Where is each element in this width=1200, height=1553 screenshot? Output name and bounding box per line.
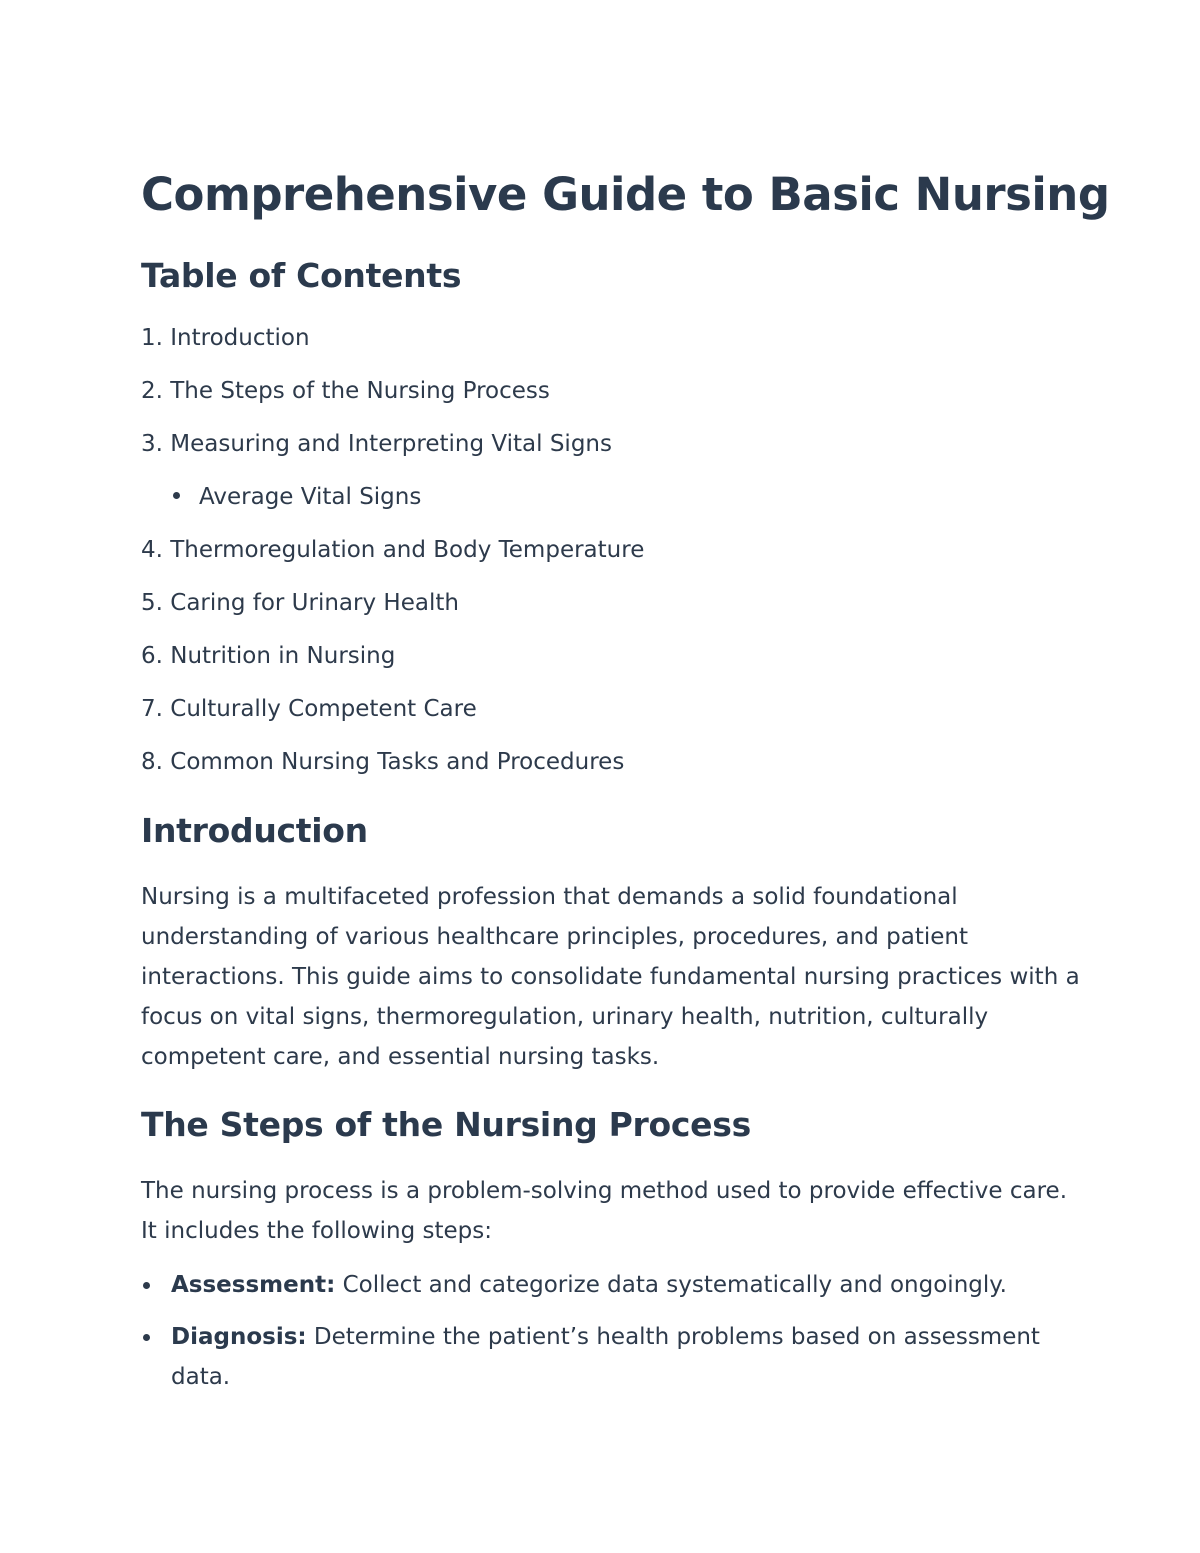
bullet-icon <box>143 1334 150 1341</box>
document-title: Comprehensive Guide to Basic Nursing <box>141 168 1110 221</box>
toc-item-label: 1. Introduction <box>141 325 310 351</box>
toc-item-label: 6. Nutrition in Nursing <box>141 643 396 669</box>
bullet-icon <box>143 1282 150 1289</box>
toc-item-label: 4. Thermoregulation and Body Temperature <box>141 537 645 563</box>
toc-item-urinary-health[interactable] <box>141 577 1081 630</box>
table-of-contents <box>141 312 1081 789</box>
toc-item-introduction[interactable] <box>141 312 1081 365</box>
toc-item-common-tasks[interactable] <box>141 736 1081 789</box>
toc-subitem-label: Average Vital Signs <box>199 484 422 510</box>
toc-item-nursing-process[interactable] <box>141 365 1081 418</box>
toc-item-label: 5. Caring for Urinary Health <box>141 590 459 616</box>
introduction-heading: Introduction <box>141 811 368 850</box>
step-term: Diagnosis: <box>171 1324 307 1350</box>
list-item <box>141 1265 1081 1305</box>
document-page <box>141 160 1110 1409</box>
list-item <box>141 1317 1081 1397</box>
nursing-process-heading: The Steps of the Nursing Process <box>141 1105 751 1144</box>
step-text: Determine the patient’s health problems based on assessment data. <box>171 1324 1040 1390</box>
toc-heading: Table of Contents <box>141 256 462 295</box>
nursing-steps-list <box>141 1265 1081 1397</box>
toc-item-thermoregulation[interactable] <box>141 524 1081 577</box>
toc-subitem-average-vital-signs[interactable] <box>171 471 1081 524</box>
bullet-icon <box>173 492 180 499</box>
step-term: Assessment: <box>171 1272 336 1298</box>
toc-sublist <box>141 471 1081 524</box>
toc-item-vital-signs[interactable] <box>141 418 1081 471</box>
toc-item-label: 2. The Steps of the Nursing Process <box>141 378 550 404</box>
introduction-paragraph: Nursing is a multifaceted profession that demands a solid foundational understanding of various healthcare principles, procedures, and patient interactions. This guide aims to consolidate fundamental nursing practices with a focus on vital signs, thermoregulation, urinary health, nutrition, culturally competent care, and essential nursing tasks. <box>141 884 1080 1070</box>
toc-item-nutrition[interactable] <box>141 630 1081 683</box>
step-text: Collect and categorize data systematically and ongoingly. <box>335 1272 1007 1298</box>
toc-item-label: 8. Common Nursing Tasks and Procedures <box>141 749 625 775</box>
nursing-process-paragraph: The nursing process is a problem-solving method used to provide effective care. It includes the following steps: <box>141 1178 1068 1244</box>
toc-subitem-container <box>141 471 1081 524</box>
toc-item-label: 7. Culturally Competent Care <box>141 696 477 722</box>
toc-item-cultural-care[interactable] <box>141 683 1081 736</box>
toc-item-label: 3. Measuring and Interpreting Vital Signs <box>141 431 612 457</box>
